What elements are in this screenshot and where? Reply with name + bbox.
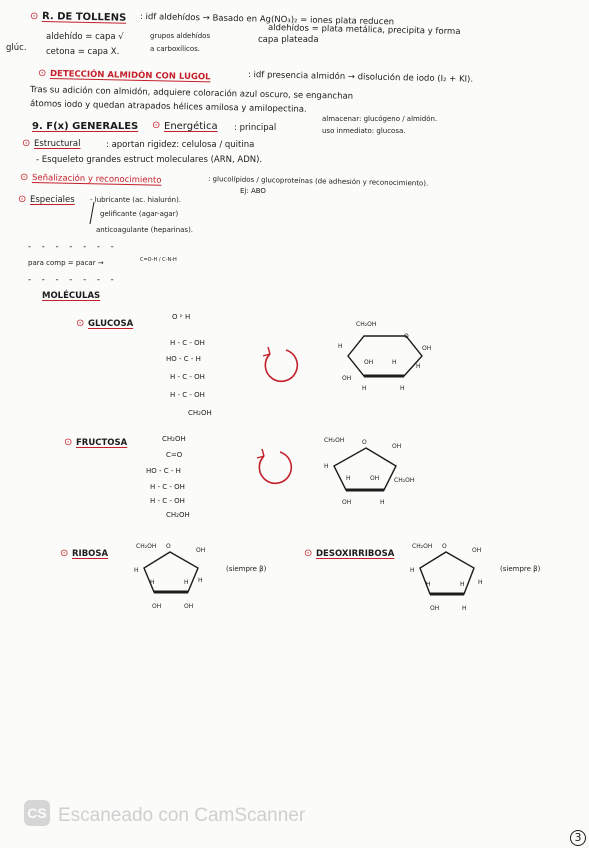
svg-text:H: H	[150, 579, 155, 586]
svg-text:H: H	[460, 581, 465, 588]
svg-text:O: O	[442, 543, 447, 550]
bullet-icon: ⊙	[18, 194, 27, 205]
svg-text:OH: OH	[364, 359, 374, 366]
bullet-icon: ⊙	[20, 172, 29, 183]
bracket-line	[86, 200, 98, 226]
camscanner-logo: CS	[24, 800, 50, 826]
svg-text:CH₂OH: CH₂OH	[324, 437, 345, 444]
svg-text:H: H	[462, 605, 467, 612]
svg-text:OH: OH	[184, 603, 194, 610]
svg-text:OH: OH	[342, 375, 352, 382]
desoxirribosa-siempre: (siempre β)	[500, 565, 541, 573]
aldehido-note: aldehído = capa √	[46, 32, 124, 42]
energetica-label: Energética	[164, 121, 218, 132]
bullet-icon: ⊙	[304, 548, 313, 559]
comp-formula: C=O-H / C-N-H	[140, 257, 177, 263]
separator-dashes: - - - - - - -	[28, 275, 118, 285]
bullet-icon: ⊙	[30, 11, 39, 22]
almidon-line3: átomos iodo y quedan atrapados hélices amilosa y amilopectina.	[29, 99, 307, 115]
estructural-label: Estructural	[34, 139, 81, 149]
svg-text:H: H	[426, 581, 431, 588]
svg-text:CH₂OH: CH₂OH	[356, 321, 377, 328]
glucosa-bottom: CH₂OH	[188, 409, 212, 417]
svg-text:OH: OH	[342, 499, 352, 506]
fructosa-chain-1: C=O	[166, 451, 183, 459]
carboxilicos-note: a carboxílicos.	[150, 45, 201, 53]
svg-text:H: H	[478, 579, 483, 586]
desoxirribosa-ring	[408, 538, 500, 616]
svg-text:OH: OH	[392, 443, 402, 450]
svg-text:OH: OH	[152, 603, 162, 610]
bullet-icon: ⊙	[38, 68, 47, 79]
glucosa-chain-1: H - C - OH	[170, 339, 205, 347]
esqueleto-text: - Esqueleto grandes estruct moleculares (ARN, ADN).	[36, 155, 263, 165]
almacenar-note: almacenar: glucógeno / almidón.	[322, 115, 438, 123]
svg-text:CH₂OH: CH₂OH	[136, 543, 157, 550]
bullet-icon: ⊙	[22, 138, 31, 149]
moleculas-title: MOLÉCULAS	[42, 291, 101, 301]
svg-text:H: H	[380, 499, 385, 506]
cyclization-arrow-icon	[252, 446, 298, 486]
svg-text:H: H	[392, 359, 397, 366]
fructosa-top: CH₂OH	[162, 435, 186, 443]
svg-text:OH: OH	[472, 547, 482, 554]
principal-label: : principal	[234, 123, 277, 133]
glucosa-label: GLUCOSA	[88, 319, 134, 329]
svg-text:H: H	[198, 577, 203, 584]
svg-text:O: O	[166, 543, 171, 550]
svg-text:OH: OH	[370, 475, 380, 482]
svg-text:CH₂OH: CH₂OH	[412, 543, 433, 550]
fructosa-chain-4: H - C - OH	[150, 497, 185, 505]
svg-text:O: O	[404, 333, 409, 340]
senal-label: Señalización y reconocimiento	[31, 173, 162, 186]
bullet-icon: ⊙	[152, 120, 161, 131]
glucosa-ring	[334, 316, 444, 396]
glucosa-chain-3: H - C - OH	[170, 373, 205, 381]
ejemplo-abo: Ej: ABO	[240, 187, 266, 195]
almidon-line2: Tras su adición con almidón, adquiere coloración azul oscuro, se enganchan	[29, 85, 354, 102]
lubricante-text: - lubricante (ac. hialurón).	[90, 196, 182, 204]
cyclization-arrow-icon	[258, 344, 304, 384]
svg-text:H: H	[416, 363, 421, 370]
senal-text: : glucolípidos / glucoproteínas (de adhesión y reconocimiento).	[207, 175, 429, 188]
fructosa-label: FRUCTOSA	[76, 438, 128, 448]
svg-text:H: H	[346, 475, 351, 482]
svg-text:O: O	[362, 439, 367, 446]
svg-text:CH₂OH: CH₂OH	[394, 477, 415, 484]
grupos-note: grupos aldehídos	[150, 32, 211, 40]
ribosa-ring	[132, 538, 222, 614]
uso-note: uso inmediato: glucosa.	[322, 127, 406, 135]
bullet-icon: ⊙	[60, 548, 69, 559]
anticoagulante-text: anticoagulante (heparinas).	[96, 226, 194, 234]
svg-text:H: H	[184, 579, 189, 586]
separator-dashes: - - - - - - -	[28, 242, 118, 252]
almidon-title: DETECCIÓN ALMIDÓN CON LUGOL	[49, 69, 211, 83]
gluc-label: glúc.	[6, 43, 27, 53]
camscanner-watermark: Escaneado con CamScanner	[58, 805, 306, 826]
svg-text:H: H	[410, 567, 415, 574]
funciones-title: 9. F(x) GENERALES	[32, 121, 139, 132]
bullet-icon: ⊙	[64, 437, 73, 448]
gelificante-text: gelificante (agar-agar)	[100, 210, 179, 218]
estructural-text: : aportan rigidez: celulosa / quitina	[106, 140, 255, 150]
svg-text:H: H	[400, 385, 405, 392]
svg-text:OH: OH	[196, 547, 206, 554]
fructosa-chain-3: H - C - OH	[150, 483, 185, 491]
svg-text:H: H	[338, 343, 343, 350]
fructosa-bottom: CH₂OH	[166, 511, 190, 519]
almidon-line1: : idf presencia almidón → disolución de iodo (I₂ + KI).	[247, 70, 474, 85]
glucosa-chain-4: H - C - OH	[170, 391, 205, 399]
tollens-line1: : idf aldehídos → Basado en Ag(NO₃)₂ = iones plata reducen	[139, 12, 395, 28]
desoxirribosa-label: DESOXIRRIBOSA	[316, 549, 395, 559]
ribosa-label: RIBOSA	[72, 549, 109, 559]
fructosa-chain-2: HO - C - H	[146, 467, 181, 475]
svg-text:H: H	[324, 463, 329, 470]
bullet-icon: ⊙	[76, 318, 85, 329]
glucosa-top: O ᵖ H	[172, 313, 191, 321]
fructosa-ring	[318, 434, 418, 510]
page-number: 3	[570, 830, 586, 846]
cetona-note: cetona = capa X.	[46, 47, 120, 57]
svg-text:H: H	[134, 567, 139, 574]
svg-text:OH: OH	[422, 345, 432, 352]
especiales-label: Especiales	[30, 195, 75, 205]
svg-text:H: H	[362, 385, 367, 392]
capa-note: capa plateada	[258, 35, 319, 45]
ribosa-siempre: (siempre β)	[226, 565, 267, 573]
tollens-line2: aldehídos = plata metálica, precipita y forma	[267, 23, 461, 38]
svg-text:OH: OH	[430, 605, 440, 612]
comp-text: para comp = pacar →	[28, 259, 104, 267]
tollens-title: R. DE TOLLENS	[41, 11, 127, 24]
glucosa-chain-2: HO - C - H	[166, 355, 201, 363]
